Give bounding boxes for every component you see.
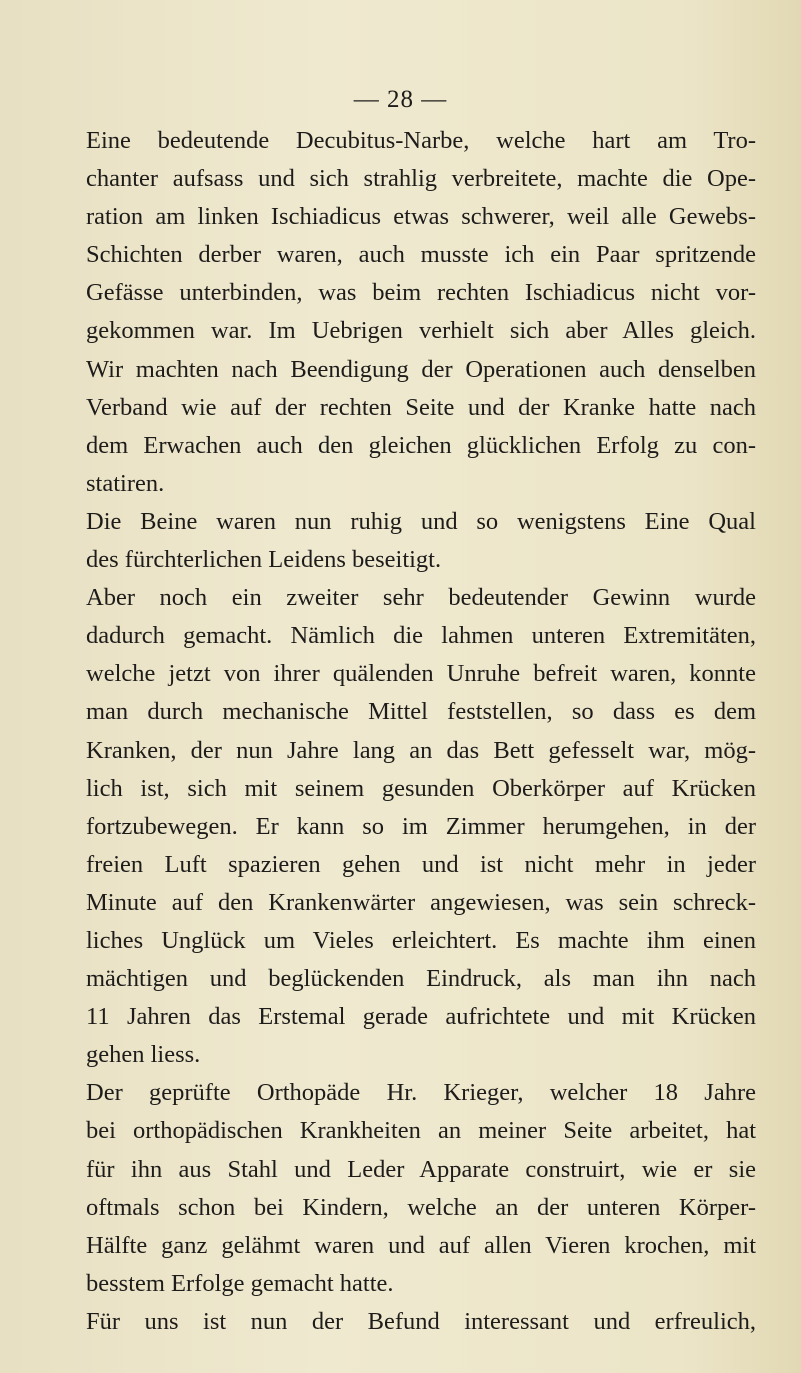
paragraph-3 [56,579,756,1074]
text-line: des fürchterlichen Leidens beseitigt. [86,546,442,574]
text-line: fortzubewegen. Er kann so im Zimmer herumgehen, in der [86,812,756,840]
text-line: liches Unglück um Vieles erleichtert. Es machte ihm einen [86,926,756,954]
text-line: dadurch gemacht. Nämlich die lahmen unteren Extremitäten, [86,622,756,650]
text-line: bei orthopädischen Krankheiten an meiner Seite arbeitet, hat [86,1117,756,1145]
page-number: — 28 — [353,86,448,113]
paragraph-5 [56,1303,756,1341]
text-line: mächtigen und beglückenden Eindruck, als man ihn nach [86,965,756,993]
text-line: Minute auf den Krankenwärter angewiesen, was sein schreck- [86,888,756,916]
text-line: für ihn aus Stahl und Leder Apparate construirt, wie er sie [86,1155,756,1183]
paragraph-2 [56,503,756,579]
text-line: Gefässe unterbinden, was beim rechten Ischiadicus nicht vor- [86,279,756,307]
body-text [56,122,756,1341]
text-line: man durch mechanische Mittel feststellen, so dass es dem [86,698,756,726]
text-line: Schichten derber waren, auch musste ich ein Paar spritzende [86,241,756,269]
text-line: Hälfte ganz gelähmt waren und auf allen Vieren krochen, mit [86,1231,756,1259]
text-line: dem Erwachen auch den gleichen glücklichen Erfolg zu con- [86,431,756,459]
text-line: lich ist, sich mit seinem gesunden Oberkörper auf Krücken [86,774,756,802]
text-line: Der geprüfte Orthopäde Hr. Krieger, welcher 18 Jahre [86,1079,756,1107]
text-line: oftmals schon bei Kindern, welche an der unteren Körper- [86,1193,756,1221]
text-line: welche jetzt von ihrer quälenden Unruhe befreit waren, konnte [86,660,756,688]
text-line: Wir machten nach Beendigung der Operationen auch denselben [86,355,756,383]
text-line: ration am linken Ischiadicus etwas schwerer, weil alle Gewebs- [86,203,756,231]
text-line: besstem Erfolge gemacht hatte. [86,1269,394,1297]
text-line: chanter aufsass und sich strahlig verbreitete, machte die Ope- [86,165,756,193]
text-line: 11 Jahren das Erstemal gerade aufrichtete und mit Krücken [86,1003,756,1031]
text-line: Für uns ist nun der Befund interessant und erfreulich, [86,1307,756,1335]
text-line: freien Luft spazieren gehen und ist nicht mehr in jeder [86,850,756,878]
text-line: Eine bedeutende Decubitus-Narbe, welche hart am Tro- [86,127,756,154]
text-line: Die Beine waren nun ruhig und so wenigstens Eine Qual [86,507,756,535]
text-line: Aber noch ein zweiter sehr bedeutender Gewinn wurde [86,584,756,612]
text-line: Verband wie auf der rechten Seite und der Kranke hatte nach [86,393,756,421]
text-line: Kranken, der nun Jahre lang an das Bett gefesselt war, mög- [86,736,756,764]
text-line: gehen liess. [86,1041,201,1069]
paragraph-4 [56,1074,756,1303]
text-line: statiren. [86,469,165,497]
text-line: gekommen war. Im Uebrigen verhielt sich aber Alles gleich. [86,317,756,345]
paragraph-1 [56,122,756,503]
